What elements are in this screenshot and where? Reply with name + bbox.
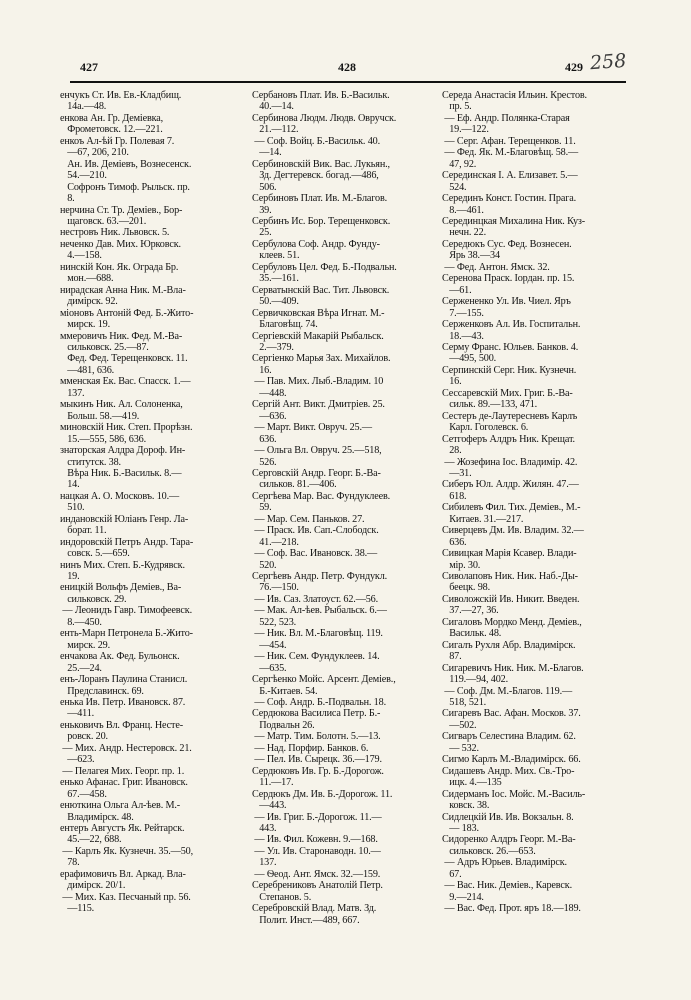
- entry-line: Софронъ Тимоф. Рыльск. пр.: [60, 181, 190, 193]
- entry-line: Сербинова Людм. Людв. Овручск.: [252, 112, 397, 124]
- entry-line: —411.: [60, 708, 95, 720]
- entry-line: индановскій Юліанъ Генр. Ла-: [60, 513, 189, 525]
- entry-line: нерчина Ст. Тр. Деміев., Бор-: [60, 204, 183, 216]
- entry-line: 87.: [442, 651, 462, 663]
- entry-line: индоровскій Петръ Андр. Тара-: [60, 536, 194, 548]
- entry-line: —14.: [252, 147, 282, 159]
- entry-line: енть-Марн Петронела Б.-Жито-: [60, 628, 193, 640]
- entry-line: Сетгоферъ Алдръ Ник. Крещат.: [442, 433, 575, 445]
- entry-line: ммеровичъ Ник. Фед. М.-Ва-: [60, 330, 183, 342]
- entry-line: —67, 206, 210.: [60, 147, 129, 159]
- entry-line: — Над. Порфир. Банков. 6.: [252, 742, 369, 754]
- entry-line: Сердюкъ Дм. Ив. Б.-Дорогож. 11.: [252, 788, 393, 800]
- entry-line: Ярь 38.—34: [442, 250, 500, 262]
- entry-line: Сербиновскій Вик. Вас. Лукьян.,: [252, 158, 390, 170]
- entry-line: 526.: [252, 456, 277, 468]
- entry-line: — Мих. Андр. Нестеровск. 21.: [60, 742, 192, 754]
- entry-line: — Адръ Юрьев. Владимірск.: [442, 857, 567, 869]
- entry-line: нестровъ Ник. Львовск. 5.: [60, 227, 170, 239]
- entry-line: ентеръ Августъ Як. Рейтарск.: [60, 823, 185, 834]
- entry-line: нинъ Мих. Степ. Б.-Кудрявск.: [60, 559, 185, 571]
- entry-line: 4.—158.: [60, 250, 102, 262]
- entry-line: Карл. Гоголевск. 6.: [442, 422, 529, 434]
- entry-line: 522, 523.: [252, 616, 297, 628]
- entry-line: 78.: [60, 857, 80, 869]
- entry-line: 506.: [252, 181, 277, 193]
- entry-line: енько Афанас. Григ. Ивановск.: [60, 777, 188, 789]
- entry-line: — Ник. Сем. Фундуклеев. 14.: [252, 651, 380, 663]
- entry-line: Сибилевъ Фил. Тих. Деміев., М.-: [442, 502, 581, 514]
- entry-line: —502.: [442, 719, 477, 731]
- entry-line: Сербуловъ Цел. Фед. Б.-Подвальн.: [252, 261, 397, 273]
- entry-line: 76.—150.: [252, 582, 299, 594]
- entry-line: 28.: [442, 445, 462, 457]
- entry-line: Сигмо Карлъ М.-Владимірск. 66.: [442, 754, 581, 766]
- entry-line: димірск. 92.: [60, 296, 118, 308]
- entry-line: —481, 636.: [60, 364, 115, 376]
- entry-line: міоновъ Антоній Фед. Б.-Жито-: [60, 307, 194, 319]
- entry-line: Серженковъ Ал. Ив. Госпитальн.: [442, 319, 581, 331]
- entry-line: Сидашевъ Андр. Мих. Св.-Тро-: [442, 765, 575, 777]
- entry-line: Благовѣщ. 74.: [252, 319, 318, 331]
- entry-line: 19.: [60, 571, 80, 583]
- entry-line: 67.—458.: [60, 788, 107, 800]
- entry-line: — Соф. Вас. Ивановск. 38.—: [252, 548, 378, 560]
- entry-line: Сигваръ Селестина Владим. 62.: [442, 731, 576, 743]
- entry-line: Сигаревичъ Ник. Ник. М.-Благов.: [442, 662, 584, 674]
- entry-line: 518, 521.: [442, 697, 487, 709]
- entry-line: 8.—450.: [60, 616, 102, 628]
- entry-line: Б.-Китаев. 54.: [252, 685, 318, 697]
- entry-line: Зд. Дегтеревск. богад.—486,: [252, 170, 379, 182]
- entry-line: 40.—14.: [252, 101, 294, 113]
- entry-line: Сиберъ Юл. Алдр. Жилян. 47.—: [442, 479, 579, 491]
- entry-line: — Мих. Каз. Песчаный пр. 56.: [60, 891, 191, 903]
- entry-line: Больш. 58.—419.: [60, 410, 140, 422]
- entry-line: Серединская I. А. Елизавет. 5.—: [442, 170, 578, 182]
- entry-line: знаторская Алдра Дороф. Ин-: [60, 445, 186, 457]
- entry-line: мір. 30.: [442, 559, 481, 571]
- entry-line: — Вас. Фед. Прот. яръ 18.—189.: [442, 903, 581, 915]
- entry-line: Вѣра Ник. Б.-Васильк. 8.—: [60, 467, 182, 479]
- entry-line: Сергѣенко Мойс. Арсент. Деміев.,: [252, 674, 396, 686]
- entry-line: сильков. 81.—406.: [252, 479, 337, 491]
- entry-line: —636.: [252, 410, 287, 422]
- entry-line: Сербиновъ Плат. Ив. М.-Благов.: [252, 193, 388, 205]
- entry-line: 137.: [252, 857, 277, 869]
- entry-line: 14.: [60, 479, 80, 491]
- entry-line: — Фед. Антон. Ямск. 32.: [442, 261, 550, 273]
- entry-line: 59.: [252, 502, 272, 514]
- entry-line: — Ив. Григ. Б.-Дорогож. 11.—: [252, 811, 382, 823]
- entry-line: сильковск. 26.—653.: [442, 845, 536, 857]
- entry-line: — Ив. Фил. Кожевн. 9.—168.: [252, 834, 378, 846]
- entry-line: — Ив. Саз. Златоуст. 62.—56.: [252, 593, 379, 605]
- entry-line: 54.—210.: [60, 170, 107, 182]
- entry-line: 137.: [60, 387, 85, 399]
- entry-line: — Карлъ Як. Кузнечн. 35.—50,: [60, 845, 194, 857]
- entry-line: — Пав. Мих. Лыб.-Владим. 10: [252, 376, 384, 388]
- entry-line: — Леонидъ Гавр. Тимофеевск.: [60, 605, 192, 617]
- entry-line: ровск. 20.: [60, 731, 108, 743]
- entry-line: ковск. 38.: [442, 800, 490, 812]
- entry-line: беецк. 98.: [442, 582, 491, 594]
- entry-line: — Праск. Ив. Сап.-Слободск.: [252, 525, 379, 537]
- entry-line: мирск. 29.: [60, 639, 110, 651]
- entry-line: Сессаревскій Мих. Григ. Б.-Ва-: [442, 387, 573, 399]
- entry-line: 37.—27, 36.: [442, 605, 499, 617]
- entry-line: 18.—43.: [442, 330, 484, 342]
- page-number-middle: 428: [338, 60, 356, 74]
- entry-line: нечн. 22.: [442, 227, 486, 239]
- entry-line: мменская Ек. Вас. Спасск. 1.—: [60, 376, 191, 388]
- entry-line: 21.—112.: [252, 124, 299, 136]
- entry-line: 39.: [252, 204, 272, 216]
- entry-line: Серебровскій Влад. Матв. Зд.: [252, 903, 377, 915]
- entry-line: Сигалъ Рухля Абр. Владимірск.: [442, 639, 576, 651]
- entry-line: Сергій Ант. Викт. Дмитріев. 25.: [252, 399, 385, 411]
- entry-line: мон.—688.: [60, 273, 114, 285]
- entry-line: —448.: [252, 387, 287, 399]
- entry-line: 119.—94, 402.: [442, 674, 508, 686]
- entry-line: енъ-Лоранъ Паулина Станисл.: [60, 674, 188, 686]
- entry-line: Серму Франс. Юльев. Банков. 4.: [442, 341, 579, 353]
- entry-line: — Мар. Сем. Паньков. 27.: [252, 513, 365, 525]
- entry-line: 11.—17.: [252, 777, 294, 789]
- entry-line: —443.: [252, 800, 287, 812]
- entry-line: Сигаревъ Вас. Афан. Москов. 37.: [442, 708, 581, 720]
- entry-line: — Соф. Войц. Б.-Васильк. 40.: [252, 135, 380, 147]
- entry-line: Середа Анастасія Ильин. Крестов.: [442, 90, 587, 101]
- entry-line: 16.: [252, 364, 272, 376]
- entry-line: —623.: [60, 754, 95, 766]
- entry-line: 67.: [442, 868, 462, 880]
- entry-line: Серединъ Конст. Гостин. Прага.: [442, 193, 576, 205]
- entry-line: Серватынскій Вас. Тит. Львовск.: [252, 284, 390, 296]
- entry-line: сильк. 89.—133, 471.: [442, 399, 538, 411]
- entry-line: 636.: [442, 536, 467, 548]
- entry-line: — 532.: [442, 742, 479, 754]
- entry-line: Серпинскій Серг. Ник. Кузнечн.: [442, 364, 577, 376]
- entry-line: Сербановъ Плат. Ив. Б.-Васильк.: [252, 90, 390, 101]
- entry-line: 9.—214.: [442, 891, 484, 903]
- entry-line: Сестеръ де-Лаутересневъ Карлъ: [442, 410, 578, 422]
- entry-line: мыкинъ Ник. Ал. Солоненка,: [60, 399, 183, 411]
- entry-line: енюткина Ольга Ал-ѣев. М.-: [60, 800, 181, 812]
- entry-line: — Соф. Дм. М.-Благов. 119.—: [442, 685, 573, 697]
- entry-line: — 183.: [442, 823, 479, 834]
- entry-line: Владимірск. 48.: [60, 811, 134, 823]
- entry-line: ститутск. 38.: [60, 456, 121, 468]
- entry-line: 618.: [442, 490, 467, 502]
- entry-line: Предславинск. 69.: [60, 685, 144, 697]
- entry-line: Середюкъ Сус. Фед. Вознесен.: [442, 238, 572, 250]
- entry-line: 8.: [60, 193, 75, 205]
- entry-line: —61.: [442, 284, 472, 296]
- entry-line: неченко Дав. Мих. Юрковск.: [60, 238, 181, 250]
- entry-line: ицк. 4.—135: [442, 777, 502, 789]
- entry-line: пр. 5.: [442, 101, 472, 113]
- entry-line: 15.—555, 586, 636.: [60, 433, 146, 445]
- entry-line: — Жозефина Iос. Владимір. 42.: [442, 456, 578, 468]
- entry-line: Серенова Праск. Iордан. пр. 15.: [442, 273, 575, 285]
- entry-line: енкова Ан. Гр. Деміевка,: [60, 112, 164, 124]
- entry-line: Сиверцевъ Дм. Ив. Владим. 32.—: [442, 525, 584, 537]
- entry-line: 8.—461.: [442, 204, 484, 216]
- entry-line: Сергіенко Марья Зах. Михайлов.: [252, 353, 391, 365]
- entry-line: Фед. Фед. Терещенковск. 11.: [60, 353, 188, 365]
- entry-line: — Фед. Як. М.-Благовѣщ. 58.—: [442, 147, 579, 159]
- entry-line: 19.—122.: [442, 124, 489, 136]
- entry-line: 443.: [252, 823, 277, 834]
- entry-line: 524.: [442, 181, 467, 193]
- handwritten-page-number: 258: [589, 49, 627, 75]
- entry-line: Сидоренко Алдръ Георг. М.-Ва-: [442, 834, 576, 846]
- entry-line: Серебрениковъ Анатолій Петр.: [252, 880, 383, 892]
- entry-line: 25.: [252, 227, 272, 239]
- entry-line: енька Ив. Петр. Ивановск. 87.: [60, 697, 186, 709]
- entry-line: димірск. 20/1.: [60, 880, 126, 892]
- entry-line: 14а.—48.: [60, 101, 107, 113]
- entry-line: еницкій Вольфъ Деміев., Ва-: [60, 582, 182, 594]
- entry-line: 50.—409.: [252, 296, 299, 308]
- entry-line: Сердюкова Василиса Петр. Б.-: [252, 708, 381, 720]
- entry-line: — Март. Викт. Овруч. 25.—: [252, 422, 372, 434]
- entry-line: —635.: [252, 662, 287, 674]
- entry-line: 45.—22, 688.: [60, 834, 122, 846]
- entry-line: 2.—379.: [252, 341, 294, 353]
- entry-line: Сержененко Ул. Ив. Чиел. Яръ: [442, 296, 571, 308]
- entry-line: 510.: [60, 502, 85, 514]
- entry-line: Сергѣевъ Андр. Петр. Фундукл.: [252, 571, 388, 583]
- entry-line: енкоъ Ал-ѣй Гр. Полевая 7.: [60, 135, 175, 147]
- entry-line: Сигаловъ Мордко Менд. Деміев.,: [442, 616, 582, 628]
- entry-line: Сергіевскій Макарій Рыбальск.: [252, 330, 384, 342]
- entry-line: — Ольга Вл. Овруч. 25.—518,: [252, 445, 382, 457]
- entry-line: сильковск. 25.—87.: [60, 341, 149, 353]
- entry-line: енчукъ Ст. Ив. Ев.-Кладбищ.: [60, 90, 182, 101]
- entry-line: 47, 92.: [442, 158, 477, 170]
- entry-line: Серговскій Андр. Георг. Б.-Ва-: [252, 467, 381, 479]
- entry-line: 636.: [252, 433, 277, 445]
- entry-line: — Соф. Андр. Б.-Подвальн. 18.: [252, 697, 386, 709]
- entry-line: нирадская Анна Ник. М.-Вла-: [60, 284, 186, 296]
- entry-line: клеев. 51.: [252, 250, 300, 262]
- entry-line: — Ѳеод. Ант. Ямск. 32.—159.: [252, 868, 381, 880]
- entry-line: Сиволожскій Ив. Никит. Введен.: [442, 593, 580, 605]
- entry-line: Сидлецкій Ив. Ив. Вокзальн. 8.: [442, 811, 574, 823]
- entry-line: —31.: [442, 467, 472, 479]
- entry-line: — Еф. Андр. Полянка-Старая: [442, 112, 570, 124]
- entry-line: — Матр. Тим. Болотн. 5.—13.: [252, 731, 381, 743]
- entry-line: Степанов. 5.: [252, 891, 312, 903]
- entry-line: — Пел. Ив. Сырецк. 36.—179.: [252, 754, 382, 766]
- entry-line: Китаев. 31.—217.: [442, 513, 524, 525]
- entry-line: сильковск. 29.: [60, 593, 127, 605]
- entry-line: еньковичъ Вл. Франц. Несте-: [60, 719, 183, 731]
- entry-line: Сивицкая Марія Ксавер. Влади-: [442, 548, 577, 560]
- entry-line: Сидерманъ Iос. Мойс. М.-Василь-: [442, 788, 586, 800]
- entry-line: Полит. Инст.—489, 667.: [252, 914, 360, 926]
- entry-line: 25.—24.: [60, 662, 102, 674]
- entry-line: миновскій Ник. Степ. Прорѣзн.: [60, 422, 193, 434]
- entry-line: 35.—161.: [252, 273, 299, 285]
- entry-line: Васильк. 48.: [442, 628, 502, 640]
- entry-line: борат. 11.: [60, 525, 107, 537]
- entry-line: Ан. Ив. Деміевъ, Вознесенск.: [60, 158, 192, 170]
- column-right: [442, 90, 627, 915]
- entry-line: Сердюковъ Ив. Гр. Б.-Дорогож.: [252, 765, 384, 777]
- entry-line: 41.—218.: [252, 536, 299, 548]
- entry-line: мирск. 19.: [60, 319, 110, 331]
- page-number-left: 427: [80, 60, 98, 74]
- entry-line: Подвальн 26.: [252, 719, 315, 731]
- entry-line: —115.: [60, 903, 95, 915]
- entry-line: Сербулова Соф. Андр. Фунду-: [252, 238, 380, 250]
- entry-line: Сербинъ Ис. Бор. Терещенковск.: [252, 215, 391, 227]
- entry-line: Серединцкая Михалина Ник. Куз-: [442, 215, 586, 227]
- entry-line: 520.: [252, 559, 277, 571]
- entry-line: щаговск. 63.—201.: [60, 215, 147, 227]
- entry-line: — Вас. Ник. Деміев., Каревск.: [442, 880, 572, 892]
- entry-line: — Мак. Ал-ѣев. Рыбальск. 6.—: [252, 605, 387, 617]
- entry-line: нацкая А. О. Московъ. 10.—: [60, 490, 180, 502]
- entry-line: Фрометовск. 12.—221.: [60, 124, 163, 136]
- entry-line: Сиволаповъ Ник. Ник. Наб.-Ды-: [442, 571, 578, 583]
- entry-line: — Серг. Афан. Терещенков. 11.: [442, 135, 576, 147]
- entry-line: —495, 500.: [442, 353, 497, 365]
- entry-line: совск. 5.—659.: [60, 548, 130, 560]
- entry-line: 7.—155.: [442, 307, 484, 319]
- entry-line: ерафимовичъ Вл. Аркад. Вла-: [60, 868, 186, 880]
- entry-line: — Ул. Ив. Старонаводн. 10.—: [252, 845, 381, 857]
- entry-line: — Ник. Вл. М.-Благовѣщ. 119.: [252, 628, 383, 640]
- entry-line: —454.: [252, 639, 287, 651]
- entry-line: Сергѣева Мар. Вас. Фундуклеев.: [252, 490, 391, 502]
- entry-line: — Пелагея Мих. Георг. пр. 1.: [60, 765, 185, 777]
- header-rule: [70, 81, 626, 83]
- entry-line: 16.: [442, 376, 462, 388]
- column-left: [60, 90, 244, 915]
- entry-line: Сервичковская Вѣра Игнат. М.-: [252, 307, 385, 319]
- column-middle: [252, 90, 432, 926]
- page-number-right: 429: [565, 60, 583, 74]
- entry-line: енчакова Ак. Фед. Бульонск.: [60, 651, 180, 663]
- entry-line: нинскій Кон. Як. Оградa Бр.: [60, 261, 179, 273]
